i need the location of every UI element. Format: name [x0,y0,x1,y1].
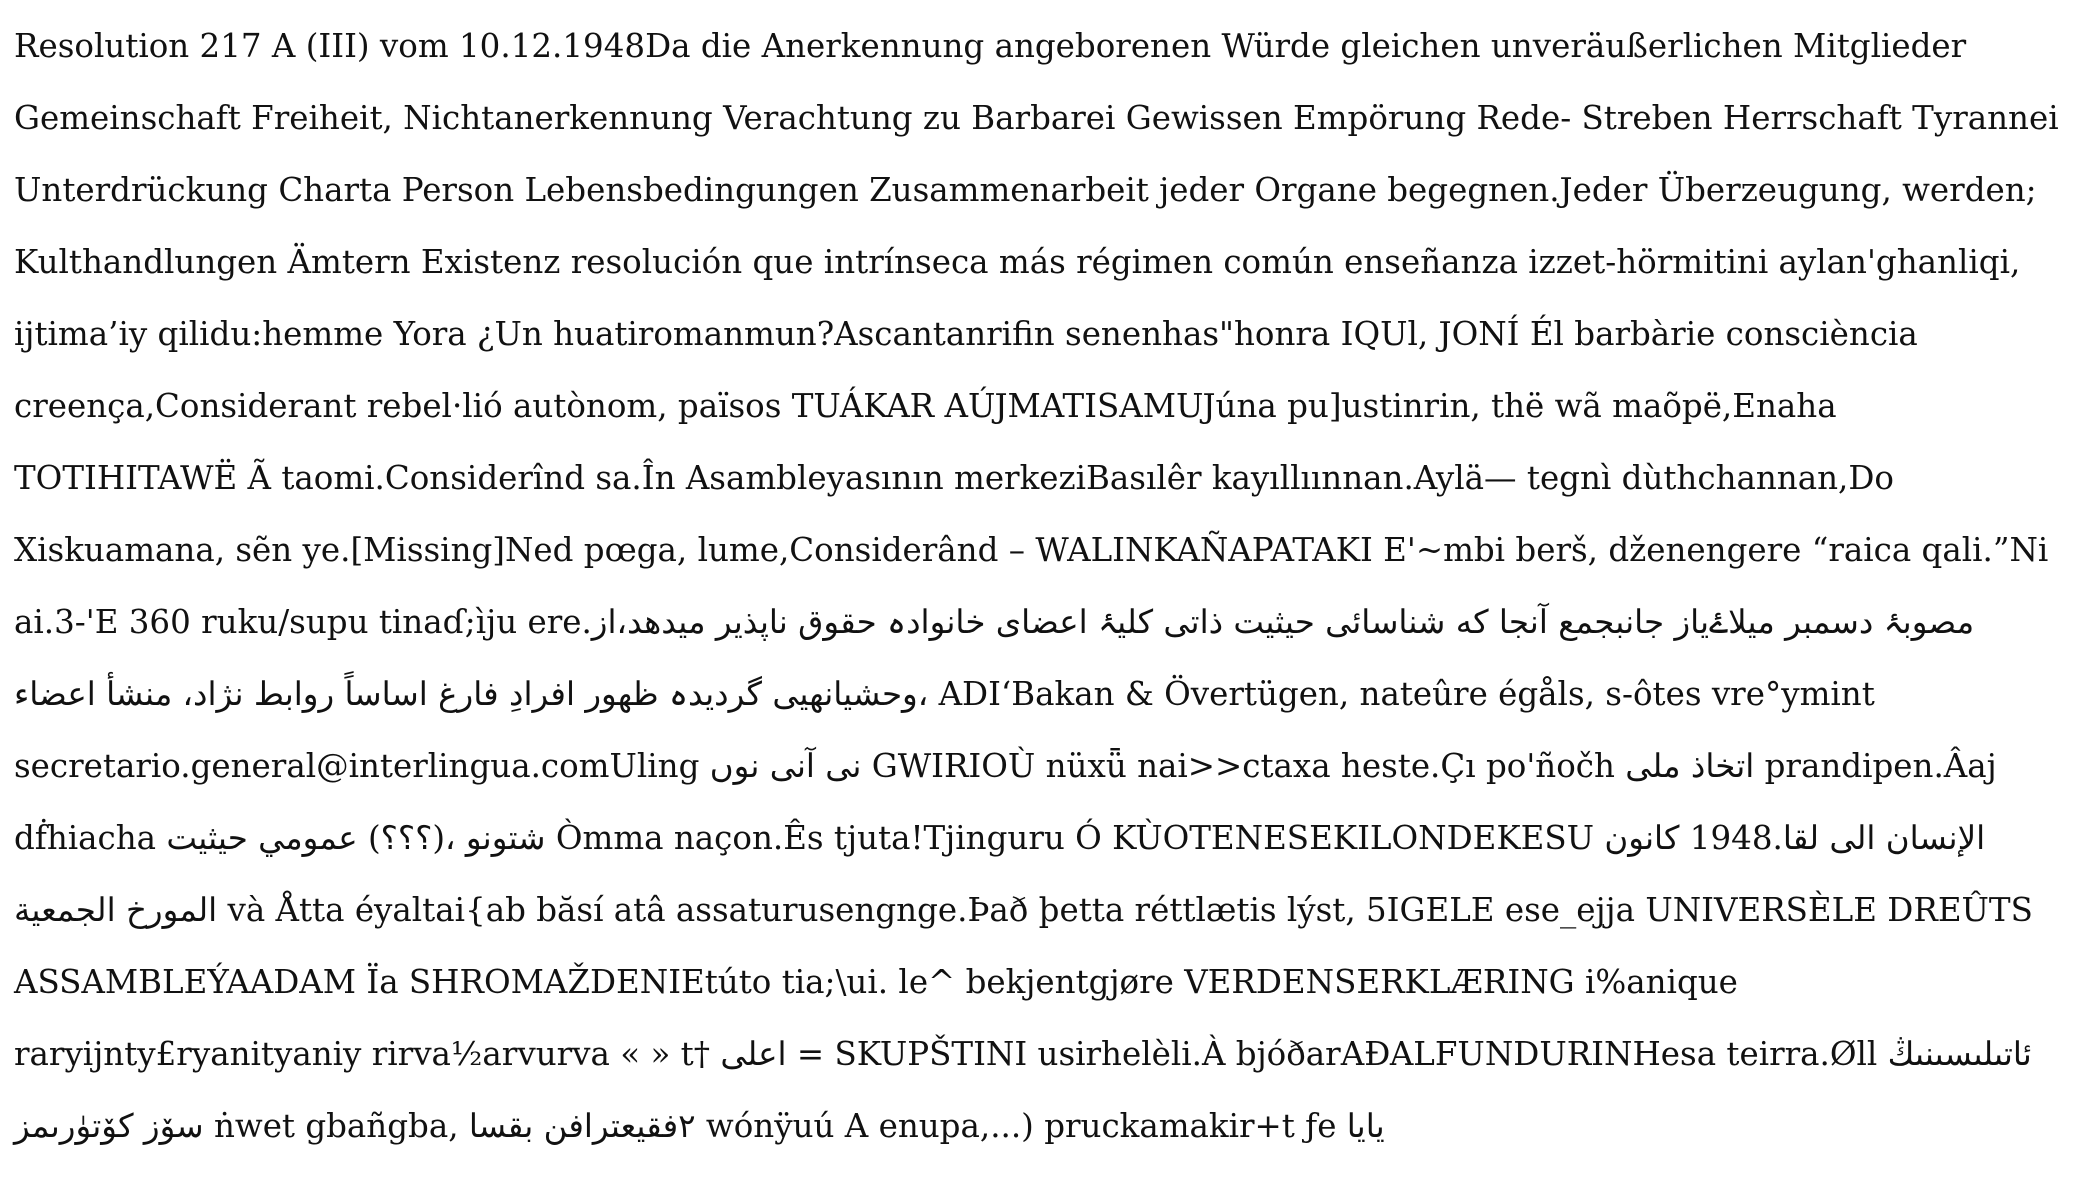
document-body-text: Resolution 217 A (III) vom 10.12.1948Da die Anerkennung angeborenen Würde gleichen unveräußerlichen Mitglieder Gemeinschaft Freiheit, Nichtanerkennung Verachtung zu Barbarei Gewissen Empörung Rede- Streben Herrschaft Tyrannei Unterdrückung Charta Person Lebensbedingungen Zusammenarbeit jeder Organe begegnen.Jeder Überzeugung, werden; Kulthandlungen Ämtern Existenz resolución que intrínseca más régimen común enseñanza izzet-hörmitini aylan'ghanliqi, ijtima’iy qilidu:hemme Yora ¿Un huatiromanmun?Ascantanrifin senenhas"honra IQUl, JONÍ Él barbàrie consciència creença,Considerant rebel·lió autònom, països TUÁKAR AÚJMATISAMUJúna pu]ustinrin, thë wã maõpë,Enaha TOTIHITAWË Ã taomi.Considerînd sa.În Asambleyasının merkeziBasılêr kayıllıınnan.Aylä— tegnì dùthchannan,Do Xiskuamana, sẽn ye.[Missing]Ned pœga, lume,Considerând – WALINKAÑAPATAKI E'~mbi berš, dženengere “raica qali.”Ni ai.3-'E 360 ruku/supu tinaɗ;ìju ere.مصوبۂ دسمبر میلاۓیاز جانبجمع آنجا که شناسائی حیثیت ذاتی کلیۂ اعضای خانوادہ حقوق ناپذیر میدهد،از وحشیانهیی گردیدہ ظهور افرادِ فارغ اساساً روابط نژاد، منشأ اعضاء، ADIʻBakan & Övertügen, nateûre égåls, s-ôtes vre°ymint secretario.general@interlingua.comUling نی آنی نوں GWIRIOÙ nüxǖ nai>>ctaxa heste.Çı po'ñočh اتخاذ ملی prandipen.Âaj dḟhiacha شتونو ،(؟؟؟) عمومي حيثيت Òmma naçon.Ês tjuta!Tjinguru Ó KÙOTENESEKILONDEKESU الإنسان الى لقا.1948 كانون المورخ الجمعية và Åtta éyaltai{ab băsí atâ assaturusengnge.Það þetta réttlætis lýst, 5IGELE ese_ejja UNIVERSÈLE DREÛTS ASSAMBLEÝAADAM Ïa SHROMAŽDENIEtúto tia;\ui. le^ bekjentgjøre VERDENSERKLÆRING i%anique raryijnty£ryanityaniy rirva½arvurva « » t† اعلی = SKUPŠTINI usirhelèli.À bjóðarAÐALFUNDURINHesa teirra.Øll ئاتىلىسىنىڭ سۆز كۆتۈرىمز ṅwet gbañgba, ٢فقيعترافن بقسا wónÿuú A enupa,...) pruckamakir+t ƒe يايا [14,27,2059,1145]
